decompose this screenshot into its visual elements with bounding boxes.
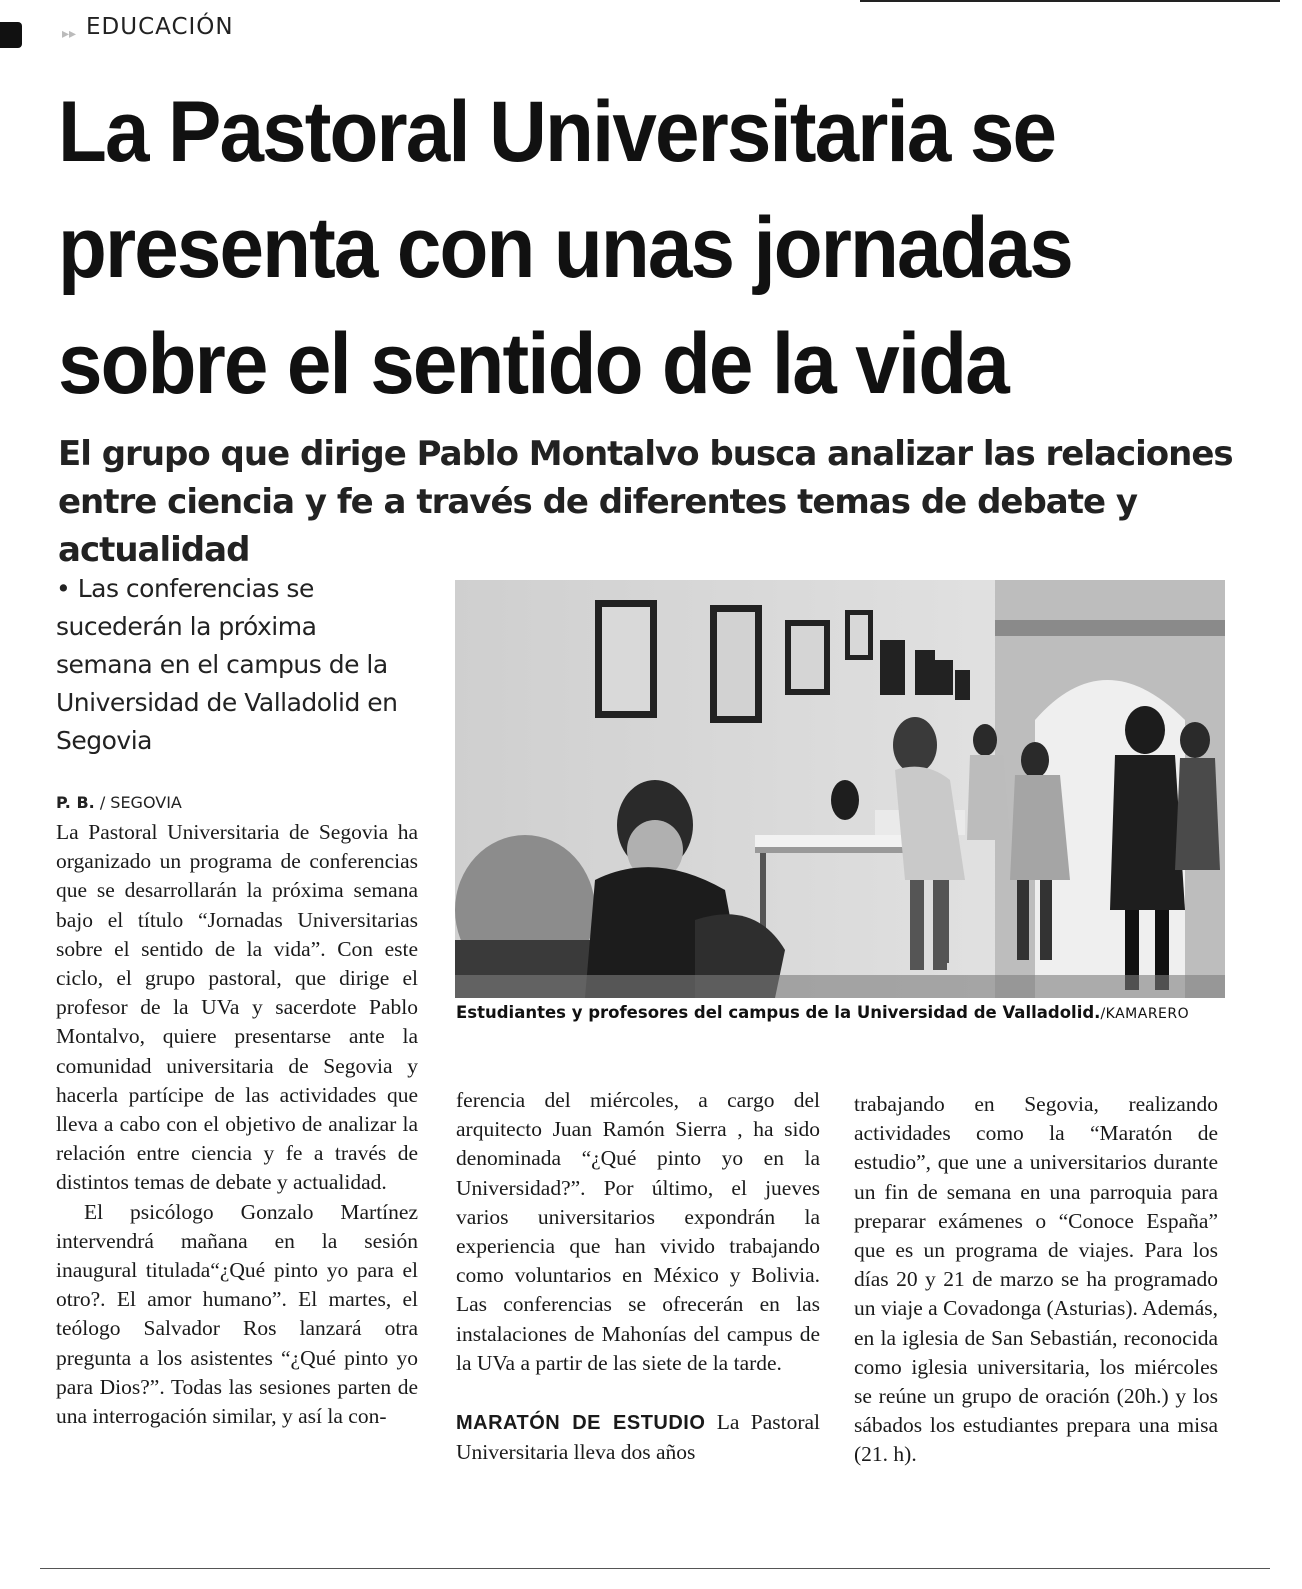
col1-paragraph-2: El psicólogo Gonzalo Martínez intervendrá mañana en la sesión inaugural titulada“¿Qué pinto yo para el otro?. El amor humano”. El martes, el teólogo Salvador Ros lanzará otra pregunta a los asistentes “¿Qué pinto yo para Dios?”. Todas las sesiones parten de una interrogación similar, y así la con- xyxy=(56,1199,418,1429)
byline-author: P. B. xyxy=(56,793,95,812)
photo-illustration xyxy=(455,580,1225,998)
headline: La Pastoral Universitaria se presenta con unas jornadas sobre el sentido de la vida xyxy=(58,84,1072,412)
article-column-1 xyxy=(56,818,418,1431)
photo-caption-text: Estudiantes y profesores del campus de la Universidad de Valladolid. xyxy=(456,1003,1101,1022)
photo-caption xyxy=(456,1003,1236,1022)
col1-paragraph-1: La Pastoral Universitaria de Segovia ha organizado un programa de conferencias que se desarrollarán la próxima semana bajo el título “Jornadas Universitarias sobre el sentido de la vida”. Con este ciclo, el grupo pastoral, que dirige el profesor de la UVa y sacerdote Pablo Montalvo, quiere presentarse ante la comunidad universitaria de Segovia y hacerla partícipe de las actividades que lleva a cabo con el objetivo de analizar la relación entre ciencia y fe a través de distintos temas de debate y actualidad. xyxy=(56,820,418,1195)
article-column-2 xyxy=(456,1086,820,1467)
subheadline: El grupo que dirige Pablo Montalvo busca analizar las relaciones entre ciencia y fe a través de diferentes temas de debate y actualidad xyxy=(58,434,1233,570)
article-photo xyxy=(455,580,1225,998)
newspaper-logo-icon xyxy=(0,22,22,48)
article-column-3 xyxy=(854,1090,1218,1470)
byline xyxy=(56,793,182,812)
section-kicker: MARATÓN DE ESTUDIO xyxy=(456,1412,706,1435)
col3-paragraph-1: trabajando en Segovia, realizando actividades como la “Maratón de estudio”, que une a universitarios durante un fin de semana en una parroquia para preparar exámenes o “Conoce España” que es un programa de viajes. Para los días 20 y 21 de marzo se ha programado un viaje a Covadonga (Asturias). Además, en la iglesia de San Sebastián, reconocida como iglesia universitaria, los miércoles se reúne un grupo de oración (20h.) y los sábados los estudiantes prepara una misa (21. h). xyxy=(854,1092,1218,1467)
col2-paragraph-2-text: La Pastoral Universitaria lleva dos años xyxy=(456,1410,820,1465)
col2-paragraph-1: ferencia del miércoles, a cargo del arquitecto Juan Ramón Sierra , ha sido denominada “¿Qué pinto yo en la Universidad?”. Por último, el jueves varios universitarios expondrán la experiencia que han vivido trabajando como voluntarios en México y Bolivia. Las conferencias se ofrecerán en las instalaciones de Mahonías del campus de la UVa a partir de las siete de la tarde. xyxy=(456,1088,820,1375)
lead-summary: • Las conferencias se sucederán la próxima semana en el campus de la Universidad de Valladolid en Segovia xyxy=(56,574,398,755)
section-label: EDUCACIÓN xyxy=(86,14,234,40)
bottom-rule xyxy=(40,1568,1270,1569)
col2-paragraph-2 xyxy=(456,1408,820,1467)
top-rule xyxy=(860,0,1280,2)
section-marker-icon: ▸▸ xyxy=(62,26,77,42)
byline-location: / SEGOVIA xyxy=(99,793,182,812)
photo-credit: /KAMARERO xyxy=(1100,1006,1190,1022)
